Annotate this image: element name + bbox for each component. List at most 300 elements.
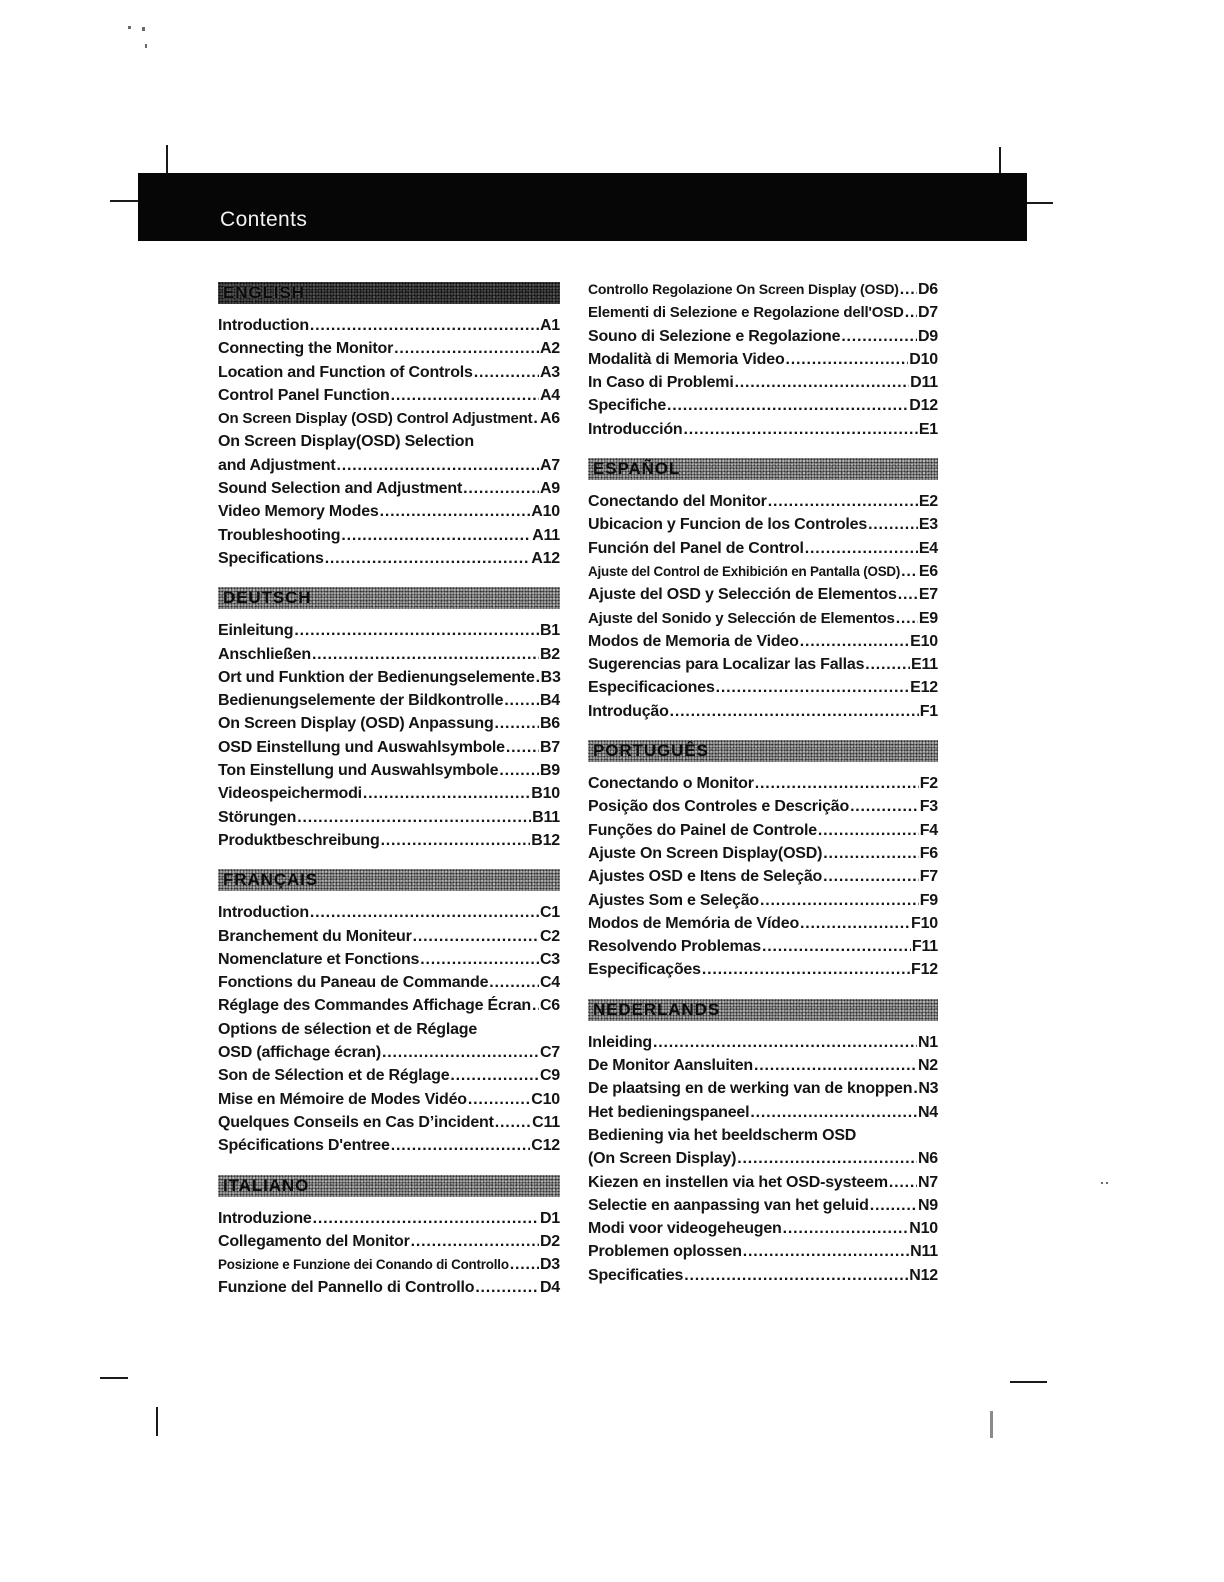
page-title: Contents <box>220 208 308 231</box>
toc-entry <box>218 524 560 547</box>
dot-leader <box>889 1171 917 1194</box>
page-number: C6 <box>539 997 560 1015</box>
page-number: A1 <box>539 317 560 334</box>
page-number: B2 <box>539 645 560 663</box>
page-number: D2 <box>539 1232 560 1250</box>
entry-label: Funções do Painel de Controle <box>588 821 817 839</box>
page-number: D9 <box>917 327 938 345</box>
page-number: F1 <box>919 702 938 720</box>
dot-leader <box>684 1264 908 1287</box>
entry-label: Modos de Memoria de Video <box>588 632 799 650</box>
page-number: C1 <box>539 904 560 922</box>
toc-entry <box>588 1217 938 1240</box>
entry-label: In Caso di Problemi <box>588 374 734 392</box>
page-number: A12 <box>531 549 560 567</box>
dot-leader <box>768 490 918 513</box>
page-number: F2 <box>919 775 938 793</box>
dot-leader <box>391 1134 531 1157</box>
page-number: F9 <box>919 891 938 909</box>
entry-label: Ajustes OSD e Itens de Seleção <box>588 868 823 886</box>
toc-entry <box>588 490 938 513</box>
entry-label: Bedienungselemente der Bildkontrolle <box>218 692 504 710</box>
dot-leader <box>800 630 909 653</box>
toc-entry <box>588 371 938 394</box>
entry-label: Specificaties <box>588 1266 684 1284</box>
toc-entry <box>588 653 938 676</box>
toc-entry <box>588 1124 938 1147</box>
entry-label: On Screen Display (OSD) Control Adjustment <box>218 410 533 428</box>
toc-entry <box>588 607 938 630</box>
entry-label: Options de sélection et de Réglage <box>218 1020 478 1038</box>
crop-mark <box>156 1407 158 1436</box>
toc-entry <box>588 513 938 536</box>
toc-entry <box>588 278 938 301</box>
entry-label: Son de Sélection et de Réglage <box>218 1067 450 1085</box>
scan-speck <box>142 27 145 31</box>
page-number: N6 <box>917 1150 938 1168</box>
dot-leader <box>391 384 539 407</box>
dot-leader <box>495 712 539 735</box>
entry-label: Collegamento del Monitor <box>218 1232 410 1250</box>
dot-leader <box>760 889 919 912</box>
toc-entry <box>218 994 560 1017</box>
toc-entry <box>218 337 560 360</box>
toc-entry <box>218 901 560 924</box>
toc-entry <box>588 819 938 842</box>
dot-leader <box>841 325 917 348</box>
page-number: D4 <box>539 1279 560 1297</box>
dot-leader <box>510 1253 539 1276</box>
toc-entry <box>588 560 938 583</box>
page-number: A2 <box>539 340 560 358</box>
scan-speck <box>145 44 147 48</box>
toc-entry <box>588 865 938 888</box>
dot-leader <box>670 700 919 723</box>
scan-speck <box>1106 1182 1108 1184</box>
section-banner-portugues: PORTUGUÊS <box>588 740 938 762</box>
dot-leader <box>313 1207 539 1230</box>
entry-label: Spécifications D'entree <box>218 1137 390 1155</box>
dot-leader <box>683 418 917 441</box>
toc-entry <box>588 1264 938 1287</box>
crop-mark <box>999 147 1001 175</box>
entry-label: Controllo Regolazione On Screen Display (OSD) <box>588 281 899 297</box>
dot-leader <box>702 958 910 981</box>
toc-entry <box>588 394 938 417</box>
page-number: B9 <box>539 762 560 780</box>
toc-entry <box>218 1253 560 1276</box>
dot-leader <box>413 925 539 948</box>
entry-label: Video Memory Modes <box>218 503 379 521</box>
page-number: A9 <box>539 480 560 498</box>
entry-label: Introduction <box>218 317 309 334</box>
dot-leader <box>818 819 919 842</box>
toc-entry <box>588 630 938 653</box>
dot-leader <box>737 1147 917 1170</box>
toc-entry <box>218 925 560 948</box>
toc-entry <box>588 537 938 560</box>
page-number: B7 <box>539 738 560 756</box>
entry-label: Ajuste On Screen Display(OSD) <box>588 844 823 862</box>
toc-entry <box>588 1101 938 1124</box>
page-number: N1 <box>917 1033 938 1051</box>
page-number: N2 <box>917 1057 938 1075</box>
page-number: E6 <box>918 562 938 580</box>
section-banner-francais: FRANÇAIS <box>218 869 560 891</box>
toc-entry <box>218 1230 560 1253</box>
entry-label: Specifiche <box>588 397 667 415</box>
dot-leader <box>310 901 539 924</box>
toc-entry <box>218 643 560 666</box>
page-number: E1 <box>918 420 938 438</box>
page-number: D3 <box>539 1256 560 1274</box>
page-number: A3 <box>539 363 560 381</box>
entry-label: Het bedieningspaneel <box>588 1103 750 1121</box>
entry-label: Introduzione <box>218 1209 312 1227</box>
dot-leader <box>394 337 539 360</box>
entry-label: Sugerencias para Localizar las Fallas <box>588 656 865 674</box>
toc-entry <box>588 842 938 865</box>
dot-leader <box>337 454 539 477</box>
dot-leader <box>913 1077 917 1100</box>
page-number: D1 <box>539 1209 560 1227</box>
entry-label: Ajuste del Control de Exhibición en Pantalla (OSD) <box>588 563 901 579</box>
dot-leader <box>294 619 539 642</box>
dot-leader <box>735 371 910 394</box>
entry-label: Conectando del Monitor <box>588 493 767 511</box>
entry-label: Posição dos Controles e Descrição <box>588 798 850 816</box>
page-number: B3 <box>540 668 561 686</box>
entry-label: Anschließen <box>218 645 311 663</box>
page-number: F6 <box>919 844 938 862</box>
toc-entry <box>218 782 560 805</box>
dot-leader <box>898 583 918 606</box>
dot-leader <box>905 301 917 324</box>
entry-label: Ort und Funktion der Bedienungselemente <box>218 668 535 686</box>
crop-mark <box>990 1411 993 1438</box>
entry-label: Problemen oplossen <box>588 1243 742 1261</box>
crop-mark <box>100 1377 128 1379</box>
entry-label: Ajuste del OSD y Selección de Elementos <box>588 586 897 604</box>
page-number: F12 <box>911 961 938 979</box>
entry-label: Specifications <box>218 549 324 567</box>
entry-label: Nomenclature et Fonctions <box>218 950 420 968</box>
dot-leader <box>499 759 539 782</box>
page-number: A7 <box>539 456 560 474</box>
dot-leader <box>363 782 530 805</box>
scan-speck <box>1101 1182 1103 1184</box>
entry-label: OSD Einstellung und Auswahlsymbole <box>218 738 505 756</box>
dot-leader <box>865 653 910 676</box>
dot-leader <box>667 394 908 417</box>
page-number: F11 <box>911 938 938 956</box>
page-number: C2 <box>539 927 560 945</box>
dot-leader <box>380 500 531 523</box>
toc-entry <box>588 795 938 818</box>
page-number: C12 <box>531 1137 560 1155</box>
dot-leader <box>475 1276 539 1299</box>
dot-leader <box>716 676 909 699</box>
dot-leader <box>495 1111 531 1134</box>
entry-label: Bediening via het beeldscherm OSD <box>588 1126 857 1144</box>
dot-leader <box>850 795 919 818</box>
page-number: C9 <box>539 1067 560 1085</box>
page-number: N3 <box>918 1080 939 1098</box>
section-banner-english: ENGLISH <box>218 282 560 304</box>
dot-leader <box>506 736 539 759</box>
section-banner-nederlands: NEDERLANDS <box>588 999 938 1021</box>
page-number: D7 <box>917 304 938 322</box>
toc-entry <box>218 500 560 523</box>
toc-entry <box>588 772 938 795</box>
toc-entry <box>218 712 560 735</box>
page-number: D11 <box>910 374 938 392</box>
toc-entry <box>218 619 560 642</box>
page-number: F10 <box>911 914 938 932</box>
dot-leader <box>468 1088 530 1111</box>
section-banner-deutsch: DEUTSCH <box>218 587 560 609</box>
entry-label: Location and Function of Controls <box>218 363 473 381</box>
crop-mark <box>166 145 168 173</box>
page-number: C11 <box>532 1113 560 1131</box>
page-number: E12 <box>910 679 938 697</box>
section-banner-espanol: ESPAÑOL <box>588 458 938 480</box>
entry-label: Control Panel Function <box>218 386 390 404</box>
entry-label: Especificações <box>588 961 701 979</box>
entry-label: Réglage des Commandes Affichage Écran <box>218 997 531 1015</box>
entry-label: Störungen <box>218 808 297 826</box>
contents-title-bar <box>138 173 1027 241</box>
toc-entry <box>588 1077 938 1100</box>
page-number: C3 <box>539 950 560 968</box>
dot-leader <box>325 547 531 570</box>
page-number: D10 <box>909 350 938 368</box>
entry-label: Videospeichermodi <box>218 785 362 803</box>
toc-entry <box>588 700 938 723</box>
dot-leader <box>297 806 531 829</box>
entry-label: Función del Panel de Control <box>588 539 804 557</box>
toc-entry <box>588 1194 938 1217</box>
entry-label: Troubleshooting <box>218 526 341 544</box>
toc-entry <box>218 314 560 337</box>
dot-leader <box>800 912 910 935</box>
toc-entry <box>588 912 938 935</box>
toc-entry <box>218 736 560 759</box>
page-number: B11 <box>532 808 560 826</box>
crop-mark <box>1010 1381 1047 1383</box>
dot-leader <box>783 1217 909 1240</box>
page-number: F7 <box>919 868 938 886</box>
dot-leader <box>532 994 539 1017</box>
toc-entry <box>588 348 938 371</box>
dot-leader <box>762 935 911 958</box>
toc-entry <box>588 583 938 606</box>
dot-leader <box>310 314 539 337</box>
dot-leader <box>312 643 539 666</box>
entry-label: Ton Einstellung und Auswahlsymbole <box>218 762 499 780</box>
entry-label: Modos de Memória de Vídeo <box>588 914 800 932</box>
page-number: N12 <box>909 1266 938 1284</box>
toc-entry <box>218 454 560 477</box>
toc-entry <box>218 1207 560 1230</box>
toc-entry <box>588 1147 938 1170</box>
toc-entry <box>218 1064 560 1087</box>
toc-entry <box>218 361 560 384</box>
page-number: N10 <box>909 1220 938 1238</box>
crop-mark <box>110 200 138 202</box>
dot-leader <box>474 361 539 384</box>
crop-mark <box>1027 202 1053 204</box>
entry-label: Ubicacion y Funcion de los Controles <box>588 516 868 534</box>
dot-leader <box>823 865 919 888</box>
toc-entry <box>218 384 560 407</box>
entry-label: (On Screen Display) <box>588 1150 737 1168</box>
entry-label: Introduction <box>218 904 309 922</box>
page-number: E10 <box>910 632 938 650</box>
toc-entry <box>218 948 560 971</box>
entry-label: Selectie en aanpassing van het geluid <box>588 1196 869 1214</box>
toc-entry <box>218 666 560 689</box>
entry-label: Mise en Mémoire de Modes Vidéo <box>218 1090 467 1108</box>
toc-entry <box>218 1041 560 1064</box>
toc-entry <box>588 1240 938 1263</box>
scan-speck <box>128 26 131 29</box>
dot-leader <box>754 1054 917 1077</box>
toc-entry <box>218 971 560 994</box>
entry-label: Produktbeschreibung <box>218 831 380 849</box>
page-number: B10 <box>531 785 560 803</box>
entry-label: On Screen Display (OSD) Anpassung <box>218 715 494 733</box>
page-number: C10 <box>531 1090 560 1108</box>
dot-leader <box>868 513 918 536</box>
page-number: B6 <box>539 715 560 733</box>
page-number: E3 <box>918 516 938 534</box>
toc-entry <box>588 325 938 348</box>
section-banner-italiano: ITALIANO <box>218 1175 560 1197</box>
entry-label: De Monitor Aansluiten <box>588 1057 753 1075</box>
entry-label: Modi voor videogeheugen <box>588 1220 782 1238</box>
toc-entry <box>218 759 560 782</box>
toc-entry <box>588 935 938 958</box>
toc-entry <box>218 547 560 570</box>
toc-entry <box>218 1111 560 1134</box>
entry-label: Einleitung <box>218 622 294 640</box>
page-number: E4 <box>918 539 938 557</box>
toc-entry <box>588 1031 938 1054</box>
entry-label: Connecting the Monitor <box>218 340 394 358</box>
dot-leader <box>805 537 918 560</box>
toc-column-left <box>218 282 560 1300</box>
page-number: A11 <box>532 526 560 544</box>
page-number: E2 <box>918 493 938 511</box>
entry-label: Ajuste del Sonido y Selección de Elementos <box>588 609 895 627</box>
entry-label: Posizione e Funzione dei Conando di Controllo <box>218 1257 509 1273</box>
page-number: N9 <box>917 1196 938 1214</box>
dot-leader <box>536 666 540 689</box>
page-number: N11 <box>910 1243 938 1261</box>
toc-entry <box>218 430 560 453</box>
toc-entry <box>588 889 938 912</box>
entry-label: Fonctions du Paneau de Commande <box>218 974 489 992</box>
dot-leader <box>900 278 917 301</box>
entry-label: and Adjustment <box>218 456 336 474</box>
page-number: D6 <box>917 281 938 298</box>
dot-leader <box>786 348 909 371</box>
toc-entry <box>588 958 938 981</box>
dot-leader <box>653 1031 917 1054</box>
entry-label: Inleiding <box>588 1033 652 1051</box>
page-number: C4 <box>539 974 560 992</box>
page-number: E11 <box>911 656 938 674</box>
toc-entry <box>218 407 560 430</box>
dot-leader <box>755 772 919 795</box>
dot-leader <box>533 407 539 430</box>
entry-label: Quelques Conseils en Cas D’incident <box>218 1113 494 1131</box>
dot-leader <box>420 948 539 971</box>
toc-entry <box>218 1018 560 1041</box>
toc-entry <box>218 806 560 829</box>
page-number: D12 <box>909 397 938 415</box>
page-number: A6 <box>539 410 560 428</box>
page-number: N7 <box>917 1173 938 1191</box>
dot-leader <box>489 971 539 994</box>
entry-label: Funzione del Pannello di Controllo <box>218 1279 475 1297</box>
page-number: A4 <box>539 386 560 404</box>
toc-entry <box>218 477 560 500</box>
dot-leader <box>896 607 918 630</box>
dot-leader <box>870 1194 917 1217</box>
entry-label: Kiezen en instellen via het OSD-systeem <box>588 1173 888 1191</box>
entry-label: Resolvendo Problemas <box>588 938 761 956</box>
toc-entry <box>218 1134 560 1157</box>
toc-entry <box>218 829 560 852</box>
dot-leader <box>504 689 539 712</box>
page-number: A10 <box>531 503 560 521</box>
toc-entry <box>588 1171 938 1194</box>
toc-entry <box>588 301 938 324</box>
dot-leader <box>823 842 918 865</box>
entry-label: Ajustes Som e Seleção <box>588 891 759 909</box>
page-number: N4 <box>917 1103 938 1121</box>
toc-entry <box>588 676 938 699</box>
entry-label: Introducción <box>588 420 683 438</box>
entry-label: Introdução <box>588 702 669 720</box>
dot-leader <box>901 560 918 583</box>
toc-column-right <box>588 278 938 1287</box>
entry-label: Elementi di Selezione e Regolazione dell'OSD <box>588 304 904 322</box>
page-number: F3 <box>919 798 938 816</box>
entry-label: Modalità di Memoria Video <box>588 350 785 368</box>
page-number: B1 <box>539 622 560 640</box>
toc-entry <box>218 1276 560 1299</box>
entry-label: Souno di Selezione e Regolazione <box>588 327 841 345</box>
dot-leader <box>750 1101 917 1124</box>
entry-label: OSD (affichage écran) <box>218 1044 381 1062</box>
dot-leader <box>341 524 531 547</box>
dot-leader <box>450 1064 539 1087</box>
entry-label: On Screen Display(OSD) Selection <box>218 433 474 451</box>
page-number: F4 <box>919 821 938 839</box>
toc-entry <box>588 1054 938 1077</box>
entry-label: Branchement du Moniteur <box>218 927 412 945</box>
entry-label: Conectando o Monitor <box>588 775 754 793</box>
dot-leader <box>463 477 539 500</box>
toc-entry <box>218 1088 560 1111</box>
page-number: C7 <box>539 1044 560 1062</box>
entry-label: Sound Selection and Adjustment <box>218 480 463 498</box>
page-number: E9 <box>918 609 938 627</box>
entry-label: De plaatsing en de werking van de knoppen <box>588 1080 913 1098</box>
